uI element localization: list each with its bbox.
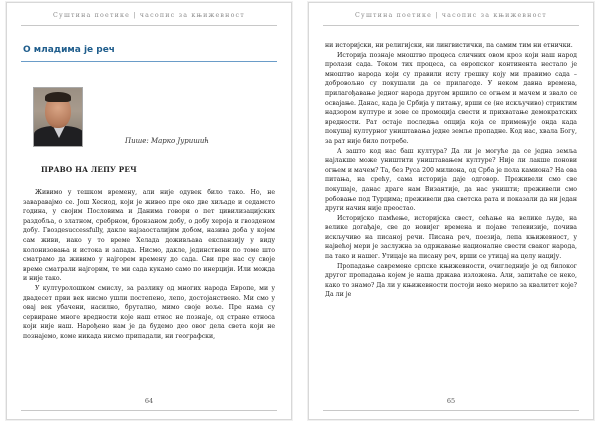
running-head-left: Суштина поетике | часопис за књижевност [53, 12, 245, 19]
left-page [6, 2, 292, 420]
right-paragraph: ни историјски, ни религијски, ни лингвистички, па самим тим ни етнички. [325, 42, 573, 49]
author-byline: Пише: Марко Јуришић [125, 137, 209, 145]
running-head-right: Суштина поетике | часопис за књижевност [355, 12, 547, 19]
right-paragraph: Историјско памћење, историјска свест, сећање на велике људе, на велике догађаје, све до новијег времена и појаве телевизије, почива искључиво на писаној речи. Писана реч, поезија, лепа књижевност, у највећој мери је заслужна за одржавање националне свести сваког народа, па тако и нашег. Утицаје на писану реч, врши се утицај на целу нацију. [325, 214, 577, 261]
right-paragraph: Историја познаје мноштво процеса сличних овом кроз који наш народ пролази сада. Током тих процеса, са европског континента нестало је мноштво народа који су правили исту грешку коју ми правимо сада – добровољно су покушали да се прилагоде. У неком давна времена, прилагођавање једног народа другом вршило се огњем и мачем и звало се освајање. Данас, када је Србија у питању, врши се (не искључиво) стриктим надзором културе и зове се промоција свести и прихватање демократских вредности. Рат остаје последња опција која се примењује онда када покушај културног уништавања једне земље пропадне. Код нас, хвала Богу, за рат није било потребе. [325, 51, 577, 145]
page-number-right: 65 [446, 397, 456, 405]
right-body-text [325, 41, 577, 397]
left-paragraph: Живимо у тешком времену, али није одувек било тако. Но, не заваравајмо се. Још Хесиод, који је живео пре око две хиљаде и седамсто година, у својим Пословима и Данима говори о пет цивилизацијских раздобља, о златном, сребрном, бронзаном добу, о добу хероја и гвозденом добу. Гвоздеsuccessfully, дакле најзаосталијим добом, назива доба у којем сам живи, иако у то време Хелада доживљава експанзију у виду колонизовања и истока и запада. Нисмо, дакле, јединствени по томе што сматрамо да живимо у најгорем времену до сада. Сви пре нас су своје време сматрали најгорим, те ми сада кукамо само по инерцији. Или можда и није тако. [23, 189, 275, 283]
header-rule-left [21, 25, 277, 26]
section-title-rule [21, 61, 277, 62]
header-rule-right [323, 25, 579, 26]
author-portrait [33, 87, 83, 147]
left-body-text [23, 188, 275, 398]
portrait-hair [45, 92, 71, 102]
right-page [308, 2, 594, 420]
footer-rule-right [323, 410, 579, 411]
footer-rule-left [21, 410, 277, 411]
right-paragraph: Пропадање савремене српске књижевности, очигледније је од билоког другог пропадања којем је наша држава изложена. Али, запитаће се неко, како то знамо? Да ли у књижевности постоји неко мерило за квалитет које? Да ли је [325, 262, 577, 299]
left-paragraph: У културолошком смислу, за разлику од многих народа Европе, ми у двадесет први век нисмо ушли постепено, лепо, достојанствено. Ми смо у овај век убачени, насилно, брутално, мимо своје воље. Пре нама су сервиране многе вредности које наш етнос не познаје, од стране етноса који није наш. Нарођено нам је да будемо део овог дела света који не познајемо, коме никада нисмо припадали, ни географски, [23, 284, 275, 340]
section-title: О младима је реч [23, 45, 115, 55]
page-number-left: 64 [144, 397, 154, 405]
article-subheading: ПРАВО НА ЛЕПУ РЕЧ [41, 165, 137, 174]
right-paragraph: А зашто код нас баш култура? Да ли је могуће да се једна земља најлакше може уништити уништавањем културе? Није ли лакше понови огњем и мачем? Та, без Руса 200 милиона, од Срба је пола камиона? На ова питања, на срећу, сама историја даје одговор. Преживели смо све покушаје, данас драге нам Византије, да нас уништи; преживели смо робовање под Турцима; преживели два светска рата и показали да ни један други начин није преостао. [325, 147, 577, 213]
